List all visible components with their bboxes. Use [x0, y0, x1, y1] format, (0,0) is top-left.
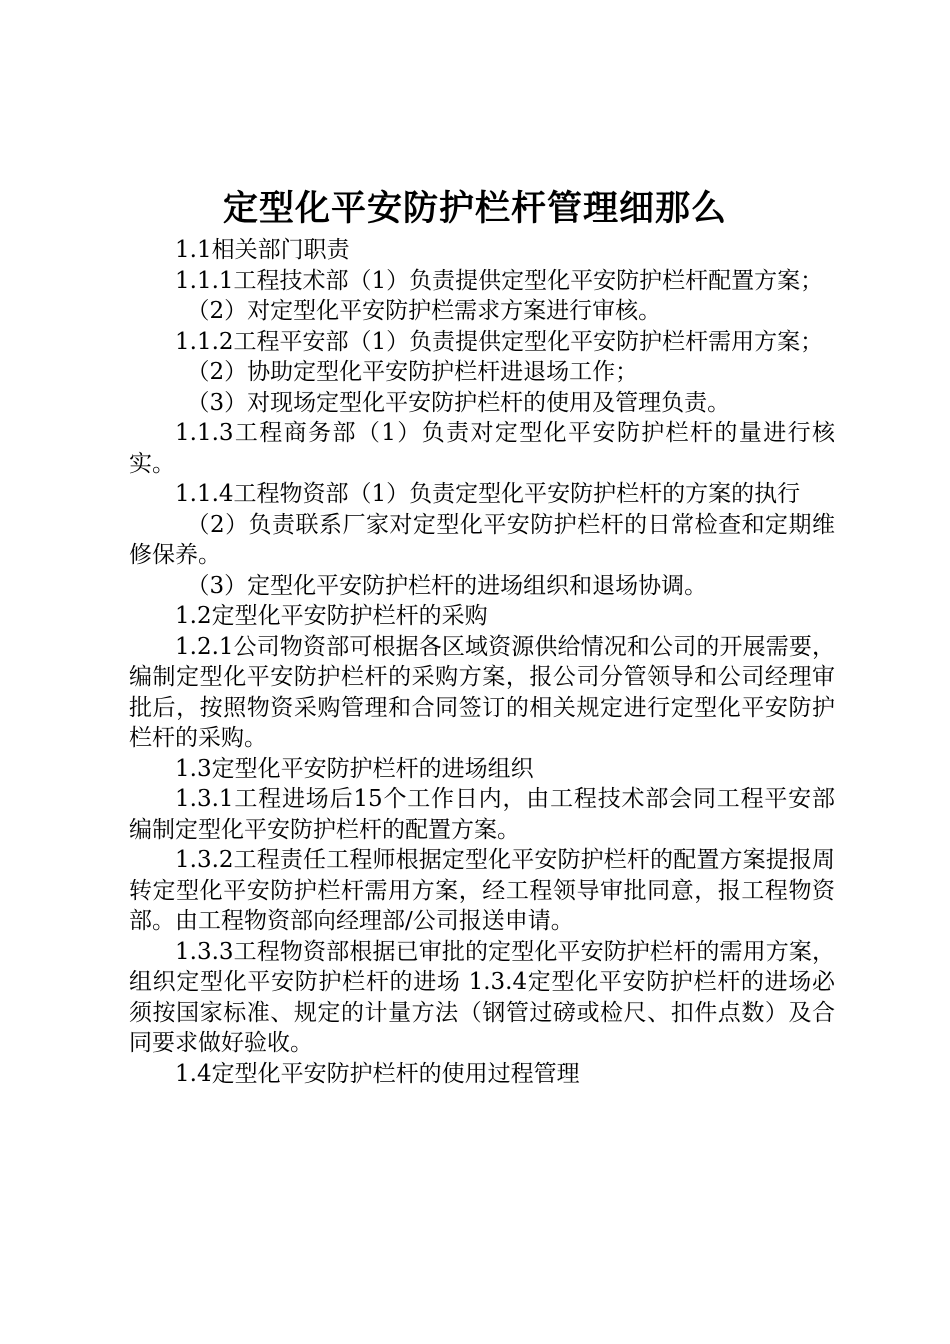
paragraph-1-3-1: 1.3.1工程进场后15个工作日内，由工程技术部会同工程平安部编制定型化平安防护栏杆的配置方案。	[129, 786, 835, 843]
paragraph-1-1-2: 1.1.2工程平安部（1）负责提供定型化平安防护栏杆需用方案；	[175, 328, 824, 355]
paragraph-1-1-1: 1.1.1工程技术部（1）负责提供定型化平安防护栏杆配置方案；	[175, 267, 824, 294]
paragraph-1-1-4: 1.1.4工程物资部（1）负责定型化平安防护栏杆的方案的执行	[175, 481, 801, 507]
paragraph-1-3-2: 1.3.2工程责任工程师根据定型化平安防护栏杆的配置方案提报周转定型化平安防护栏杆需用方案，经工程领导审批同意，报工程物资部。由工程物资部向经理部/公司报送申请。	[129, 847, 835, 934]
paragraph-section-1-1: 1.1相关部门职责	[175, 237, 350, 263]
paragraph-1-2-1: 1.2.1公司物资部可根据各区域资源供给情况和公司的开展需要，编制定型化平安防护栏杆的采购方案，报公司分管领导和公司经理审批后，按照物资采购管理和合同签订的相关规定进行定型化平安防护栏杆的采购。	[129, 633, 835, 751]
document-body	[129, 235, 835, 1089]
paragraph-section-1-4: 1.4定型化平安防护栏杆的使用过程管理	[175, 1060, 580, 1087]
paragraph-1-1-2-item-3: （3）对现场定型化平安防护栏杆的使用及管理负责。	[186, 389, 731, 416]
paragraph-1-1-3: 1.1.3工程商务部（1）负责对定型化平安防护栏杆的量进行核实。	[129, 420, 835, 477]
paragraph-1-1-1-item-2: （2）对定型化平安防护栏需求方案进行审核。	[186, 298, 662, 324]
document-title: 定型化平安防护栏杆管理细那么	[222, 188, 727, 229]
paragraph-1-3-3: 1.3.3工程物资部根据已审批的定型化平安防护栏杆的需用方案，组织定型化平安防护栏杆的进场 1.3.4定型化平安防护栏杆的进场必须按国家标准、规定的计量方法（钢管过磅或检尺、扣件点数）及合同要求做好验收。	[129, 938, 835, 1056]
paragraph-section-1-3: 1.3定型化平安防护栏杆的进场组织	[175, 755, 534, 782]
paragraph-1-1-4-item-3: （3）定型化平安防护栏杆的进场组织和退场协调。	[186, 572, 708, 599]
paragraph-1-1-2-item-2: （2）协助定型化平安防护栏杆进退场工作；	[186, 359, 639, 385]
paragraph-section-1-2: 1.2定型化平安防护栏杆的采购	[175, 603, 488, 629]
paragraph-1-1-4-item-2: （2）负责联系厂家对定型化平安防护栏杆的日常检查和定期维修保养。	[129, 511, 835, 568]
